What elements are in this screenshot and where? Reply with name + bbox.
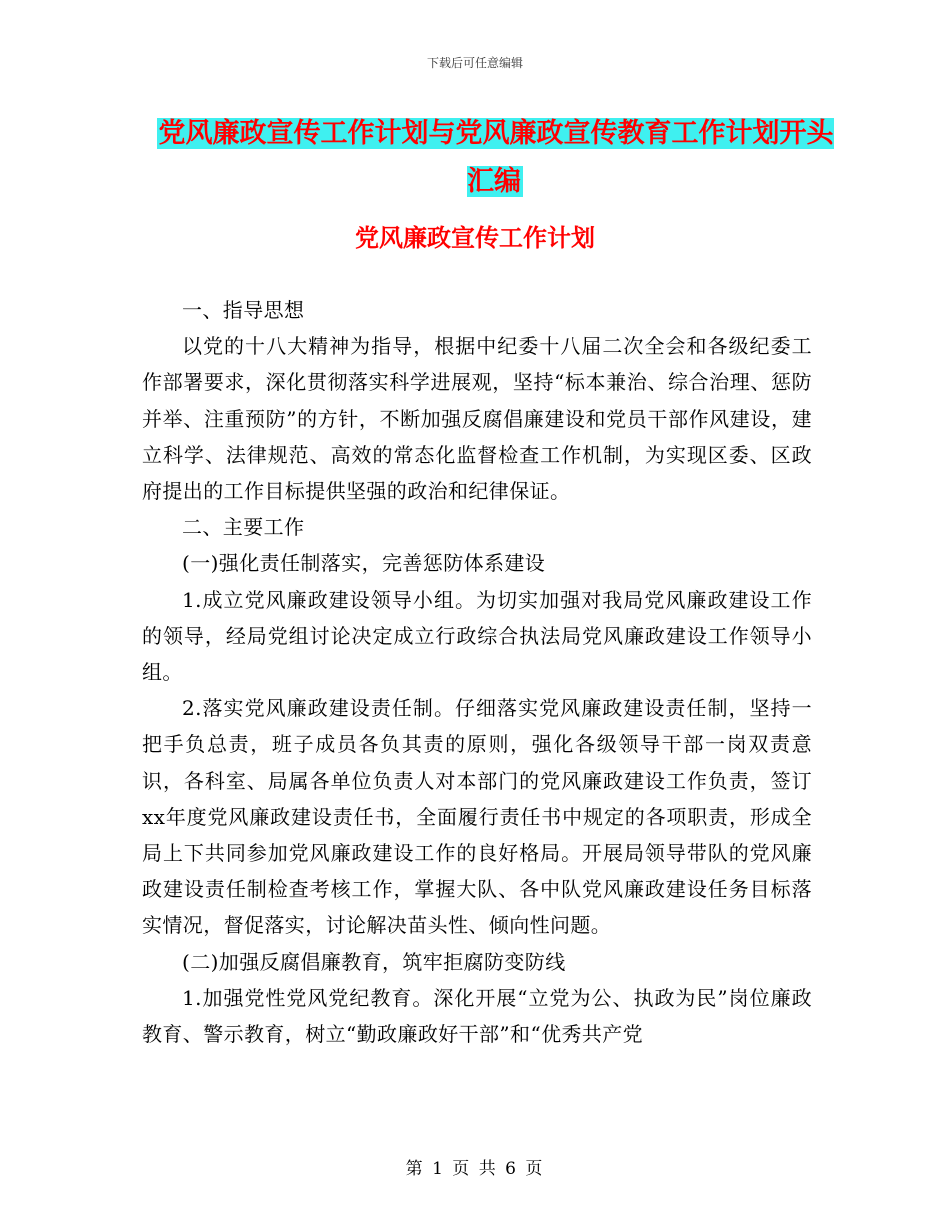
paragraph: 1.加强党性党风党纪教育。深化开展“立党为公、执政为民”岗位廉政教育、警示教育，树立“勤政廉政好干部”和“优秀共产党	[142, 985, 812, 1047]
page-header-note: 下载后可任意编辑	[426, 56, 523, 70]
paragraph: 2.落实党风廉政建设责任制。仔细落实党风廉政建设责任制，坚持一把手负总责，班子成员各负其责的原则，强化各级领导干部一岗双责意识，各科室、局属各单位负责人对本部门的党风廉政建设工作负责，签订xx年度党风廉政建设责任书，全面履行责任书中规定的各项职责，形成全局上下共同参加党风廉政建设工作的良好格局。开展局领导带队的党风廉政建设责任制检查考核工作，掌握大队、各中队党风廉政建设任务目标落实情况，督促落实，讨论解决苗头性、倾向性问题。	[142, 696, 812, 938]
document-title-text: 党风廉政宣传工作计划与党风廉政宣传教育工作计划开头汇编	[158, 118, 834, 197]
document-body	[142, 292, 812, 1052]
paragraph: 以党的十八大精神为指导，根据中纪委十八届二次全会和各级纪委工作部署要求，深化贯彻落实科学进展观，坚持“标本兼治、综合治理、惩防并举、注重预防”的方针，不断加强反腐倡廉建设和党员干部作风建设，建立科学、法律规范、高效的常态化监督检查工作机制，为实现区委、区政府提出的工作目标提供坚强的政治和纪律保证。	[142, 334, 812, 504]
paragraph: 一、指导思想	[182, 298, 305, 322]
paragraph: (一)强化责任制落实，完善惩防体系建设	[182, 551, 546, 576]
document-title	[150, 110, 840, 206]
page-number: 第 1 页 共 6 页	[405, 1159, 545, 1179]
paragraph: 1.成立党风廉政建设领导小组。为切实加强对我局党风廉政建设工作的领导，经局党组讨论决定成立行政综合执法局党风廉政建设工作领导小组。	[142, 587, 812, 685]
paragraph: 二、主要工作	[182, 515, 305, 540]
section-title: 党风廉政宣传工作计划	[355, 224, 595, 252]
paragraph: (二)加强反腐倡廉教育，筑牢拒腐防变防线	[182, 949, 566, 974]
